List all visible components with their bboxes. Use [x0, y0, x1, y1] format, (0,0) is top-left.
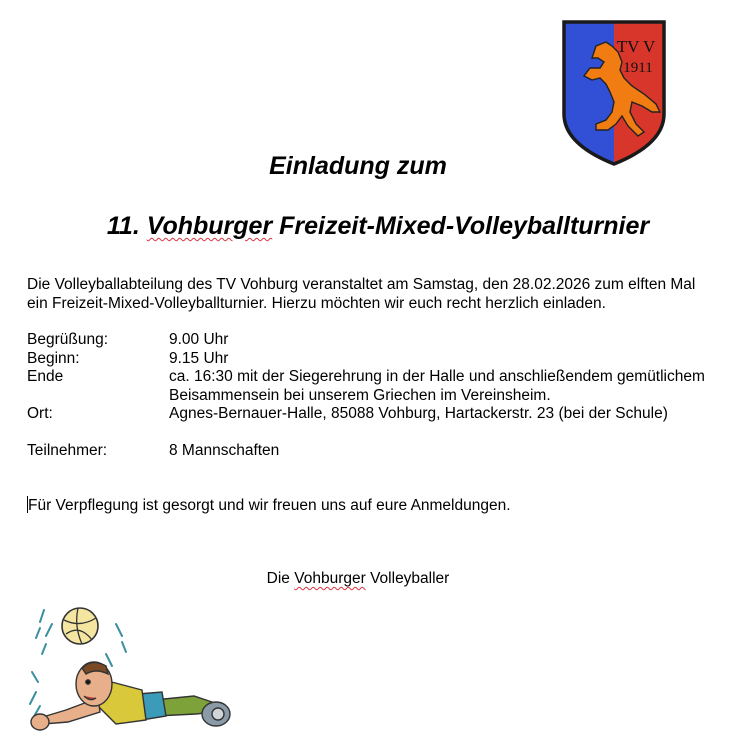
heading-line-2 [0, 211, 740, 241]
detail-value: 9.00 Uhr [169, 331, 229, 348]
heading-rest: Freizeit-Mixed-Volleyballturnier [272, 212, 650, 240]
volleyball-player-clipart [26, 602, 232, 744]
volleyball-icon [62, 608, 98, 644]
signature-prefix: Die [266, 570, 295, 587]
detail-row-location [27, 405, 737, 424]
detail-label: Ende [27, 368, 64, 385]
detail-row-participants [27, 442, 737, 461]
crest-text-line2: 1911 [623, 60, 653, 76]
detail-row-start [27, 350, 737, 369]
detail-value-line-1: ca. 16:30 mit der Siegerehrung in der Halle und anschließendem gemütlichem [169, 368, 705, 385]
signature-suffix: Volleyballer [365, 570, 450, 587]
diving-player-figure [31, 662, 230, 730]
heading-line-1: Einladung zum [269, 152, 447, 180]
detail-label: Ort: [27, 405, 53, 422]
spellcheck-marked-word: Vohburger [294, 570, 366, 587]
heading-number: 11. [106, 212, 147, 240]
spellcheck-marked-word: Vohburger [146, 212, 273, 240]
crest-text-line1: TV V [616, 37, 656, 56]
detail-value-line-2: Beisammensein bei unserem Griechen im Vereinsheim. [169, 386, 551, 404]
signature-line [0, 570, 716, 589]
detail-value [169, 368, 737, 405]
detail-value: Agnes-Bernauer-Halle, 85088 Vohburg, Hartackerstr. 23 (bei der Schule) [169, 405, 668, 422]
intro-line-1: Die Volleyballabteilung des TV Vohburg veranstaltet am Samstag, den 28.02.2026 zum elften Mal [27, 276, 696, 293]
club-crest-logo [556, 16, 672, 168]
detail-value: 8 Mannschaften [169, 442, 280, 459]
intro-line-2: ein Freizeit-Mixed-Volleyballturnier. Hierzu möchten wir euch recht herzlich einladen. [27, 294, 606, 312]
detail-label: Beginn: [27, 349, 80, 367]
detail-value: 9.15 Uhr [169, 349, 229, 367]
closing-text: Für Verpflegung ist gesorgt und wir freuen uns auf eure Anmeldungen. [28, 497, 511, 514]
detail-row-end [27, 368, 737, 405]
detail-label: Begrüßung: [27, 331, 108, 348]
detail-row-greeting [27, 331, 737, 350]
event-details [27, 331, 737, 461]
detail-label: Teilnehmer: [27, 442, 108, 459]
intro-paragraph [27, 276, 727, 313]
closing-sentence[interactable] [27, 496, 511, 516]
